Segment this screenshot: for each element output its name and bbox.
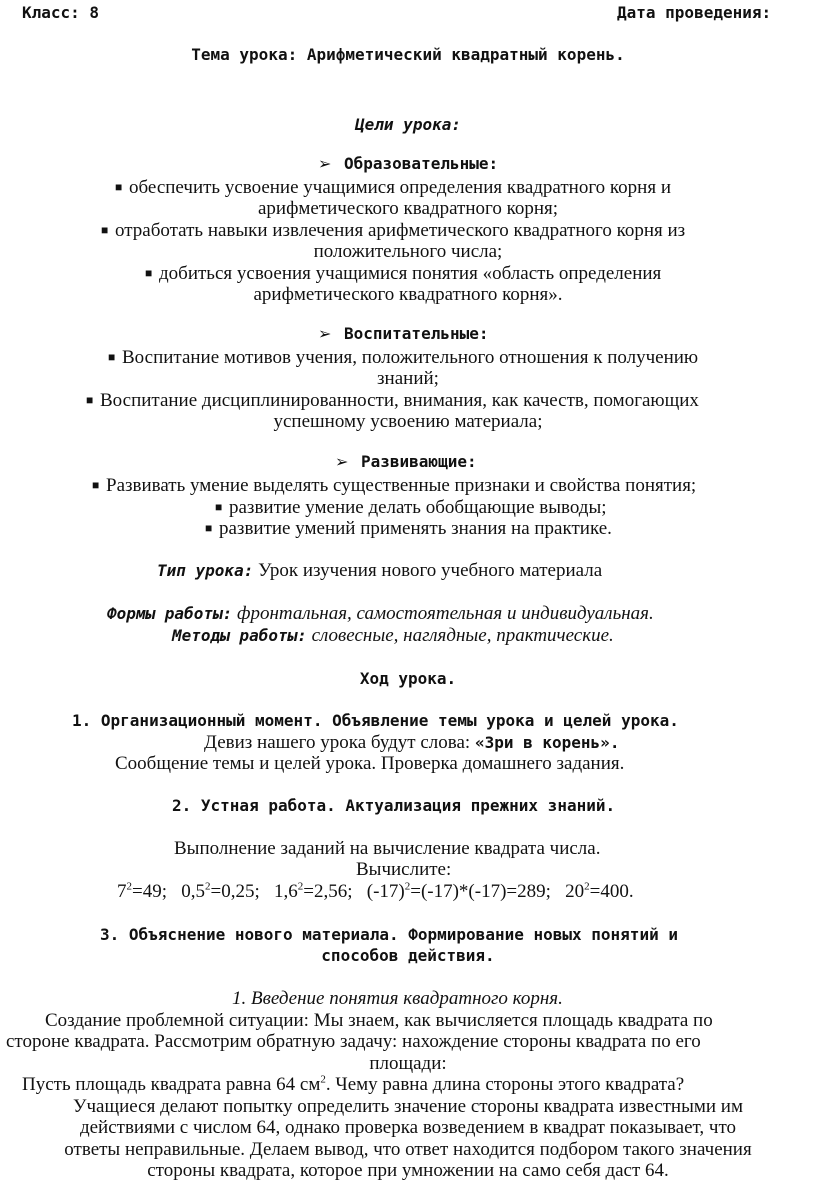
list-item-continuation: арифметического квадратного корня». bbox=[253, 284, 563, 305]
developing-goals-title: ➢ Развивающие: bbox=[335, 452, 477, 471]
lesson-motto: Девиз нашего урока будут слова: «Зри в корень». bbox=[204, 732, 620, 753]
square-bullet-icon: ■ bbox=[108, 350, 116, 364]
paragraph-line: стороны квадрата, которое при умножении на само себя даст 64. bbox=[147, 1160, 669, 1181]
list-item-continuation: успешному усвоению материала; bbox=[273, 411, 543, 432]
list-item: ■ обеспечить усвоение учащимися определения квадратного корня и bbox=[115, 177, 672, 198]
arrow-bullet-icon: ➢ bbox=[335, 452, 349, 471]
paragraph-line: ответы неправильные. Делаем вывод, что ответ находится подбором такого значения bbox=[64, 1139, 752, 1160]
list-item-continuation: знаний; bbox=[377, 368, 439, 389]
section-3-title: 3. Объяснение нового материала. Формирование новых понятий и bbox=[100, 925, 678, 944]
section-1-title: 1. Организационный момент. Объявление темы урока и целей урока. bbox=[72, 711, 679, 730]
paragraph-line: Создание проблемной ситуации: Мы знаем, как вычисляется площадь квадрата по bbox=[45, 1010, 713, 1031]
calc-item: $(-17)^2=(-17)*(-17)=289$; bbox=[366, 880, 566, 902]
paragraph-line: действиями с числом 64, однако проверка возведением в квадрат показывает, что bbox=[79, 1117, 737, 1138]
calculations bbox=[117, 881, 634, 903]
work-forms: Формы работы: фронтальная, самостоятельная и индивидуальная. bbox=[107, 603, 654, 624]
section-2-title: 2. Устная работа. Актуализация прежних знаний. bbox=[172, 796, 616, 815]
list-item: ■ развитие умений применять знания на практике. bbox=[205, 518, 612, 539]
class-label: Класс: 8 bbox=[22, 3, 100, 22]
list-item-continuation: арифметического квадратного корня; bbox=[257, 198, 559, 219]
paragraph-line: стороне квадрата. Рассмотрим обратную задачу: нахождение стороны квадрата по его bbox=[6, 1031, 701, 1052]
square-bullet-icon: ■ bbox=[205, 521, 213, 535]
work-methods-label: Методы работы: bbox=[172, 626, 307, 645]
work-forms-label: Формы работы: bbox=[107, 604, 233, 623]
question-line: Пусть площадь квадрата равна 64 $см^2$. Чему равна длина стороны этого квадрата? bbox=[22, 1073, 685, 1095]
upbringing-goals-title: ➢ Воспитательные: bbox=[318, 324, 489, 343]
square-bullet-icon: ■ bbox=[92, 478, 100, 492]
paragraph-line: Учащиеся делают попытку определить значение стороны квадрата известными им bbox=[73, 1096, 743, 1117]
square-bullet-icon: ■ bbox=[215, 500, 223, 514]
list-item: ■ добиться усвоения учащимися понятия «область определения bbox=[145, 263, 662, 284]
goals-heading: Цели урока: bbox=[355, 115, 461, 134]
course-heading: Ход урока. bbox=[359, 669, 457, 688]
section-3-title-continuation: способов действия. bbox=[321, 946, 495, 965]
calc-item: $20^2=400$. bbox=[565, 880, 634, 902]
section-2-text: Выполнение заданий на вычисление квадрата числа. bbox=[174, 838, 601, 859]
lesson-topic: Тема урока: Арифметический квадратный корень. bbox=[191, 45, 625, 64]
lesson-type: Тип урока: Урок изучения нового учебного материала bbox=[157, 560, 603, 581]
list-item-continuation: положительного числа; bbox=[313, 241, 503, 262]
square-bullet-icon: ■ bbox=[86, 393, 94, 407]
list-item: ■ отработать навыки извлечения арифметического квадратного корня из bbox=[101, 220, 686, 241]
section-1-text: Сообщение темы и целей урока. Проверка домашнего задания. bbox=[115, 753, 625, 774]
arrow-bullet-icon: ➢ bbox=[318, 324, 332, 343]
subsection-title: 1. Введение понятия квадратного корня. bbox=[232, 988, 563, 1009]
calc-item: $7^2=49$; bbox=[117, 880, 182, 902]
date-label: Дата проведения: bbox=[617, 3, 772, 22]
section-2-instruction: Вычислите: bbox=[356, 859, 452, 880]
list-item: ■ развитие умение делать обобщающие выводы; bbox=[215, 497, 607, 518]
list-item: ■ Воспитание дисциплинированности, внимания, как качеств, помогающих bbox=[86, 390, 699, 411]
educational-goals-title: ➢ Образовательные: bbox=[318, 154, 499, 173]
calc-item: $1,6^2=2,56$; bbox=[274, 880, 367, 902]
work-methods: Методы работы: словесные, наглядные, практические. bbox=[172, 625, 614, 646]
paragraph-line: площади: bbox=[369, 1053, 447, 1074]
calc-item: $0,5^2=0,25$; bbox=[181, 880, 274, 902]
square-bullet-icon: ■ bbox=[145, 266, 153, 280]
arrow-bullet-icon: ➢ bbox=[318, 154, 332, 173]
list-item: ■ Воспитание мотивов учения, положительного отношения к получению bbox=[108, 347, 699, 368]
square-bullet-icon: ■ bbox=[101, 223, 109, 237]
lesson-type-label: Тип урока: bbox=[157, 561, 254, 580]
square-bullet-icon: ■ bbox=[115, 180, 123, 194]
list-item: ■ Развивать умение выделять существенные признаки и свойства понятия; bbox=[92, 475, 697, 496]
